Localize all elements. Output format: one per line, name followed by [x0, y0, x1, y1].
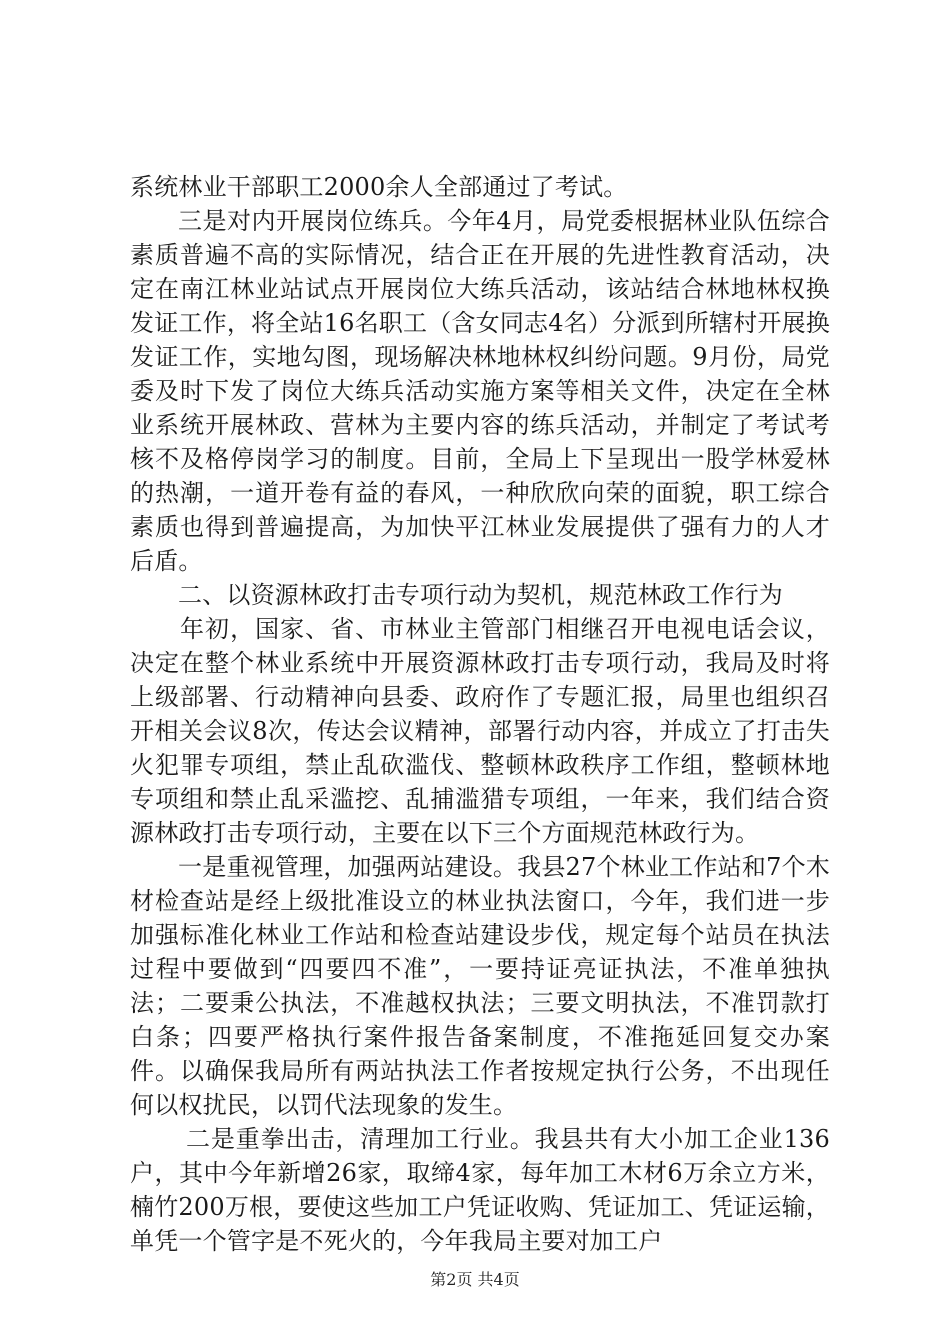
paragraph-job-training: 三是对内开展岗位练兵。今年4月，局党委根据林业队伍综合素质普遍不高的实际情况，结合正在开展的先进性教育活动，决定在南江林业站试点开展岗位大练兵活动，该站结合林地林权换发证工作，将全站16名职工（含女同志4名）分派到所辖村开展换发证工作，实地勾图，现场解决林地林权纠纷问题。9月份，局党委及时下发了岗位大练兵活动实施方案等相关文件，决定在全林业系统开展林政、营林为主要内容的练兵活动，并制定了考试考核不及格停岗学习的制度。目前，全局上下呈现出一股学林爱林的热潮，一道开卷有益的春风，一种欣欣向荣的面貌，职工综合素质也得到普遍提高，为加快平江林业发展提供了强有力的人才后盾。 — [130, 207, 830, 575]
paragraph-special-action: 年初，国家、省、市林业主管部门相继召开电视电话会议，决定在整个林业系统中开展资源林政打击专项行动，我局及时将上级部署、行动精神向县委、政府作了专题汇报，局里也组织召开相关会议8次，传达会议精神，部署行动内容，并成立了打击失火犯罪专项组，禁止乱砍滥伐、整顿林政秩序工作组，整顿林地专项组和禁止乱采滥挖、乱捕滥猎专项组，一年来，我们结合资源林政打击专项行动，主要在以下三个方面规范林政行为。 — [130, 615, 830, 847]
document-body — [130, 170, 830, 1258]
paragraph-exam-result: 系统林业干部职工2000余人全部通过了考试。 — [130, 173, 628, 201]
page-footer — [0, 1270, 950, 1290]
page-number-label: 第2页 共4页 — [430, 1270, 520, 1289]
paragraph-processing-industry: 二是重拳出击，清理加工行业。我县共有大小加工企业136户，其中今年新增26家，取缔4家，每年加工木材6万余立方米，楠竹200万根，要使这些加工户凭证收购、凭证加工、凭证运输，单凭一个管字是不死火的，今年我局主要对加工户 — [130, 1125, 830, 1255]
section-heading-forest-administration: 二、以资源林政打击专项行动为契机，规范林政工作行为 — [178, 581, 783, 609]
paragraph-station-management: 一是重视管理，加强两站建设。我县27个林业工作站和7个木材检查站是经上级批准设立的林业执法窗口，今年，我们进一步加强标准化林业工作站和检查站建设步伐，规定每个站员在执法过程中要做到“四要四不准”，一要持证亮证执法，不准单独执法；二要秉公执法，不准越权执法；三要文明执法，不准罚款打白条；四要严格执行案件报告备案制度，不准拖延回复交办案件。以确保我局所有两站执法工作者按规定执行公务，不出现任何以权扰民，以罚代法现象的发生。 — [130, 853, 830, 1119]
